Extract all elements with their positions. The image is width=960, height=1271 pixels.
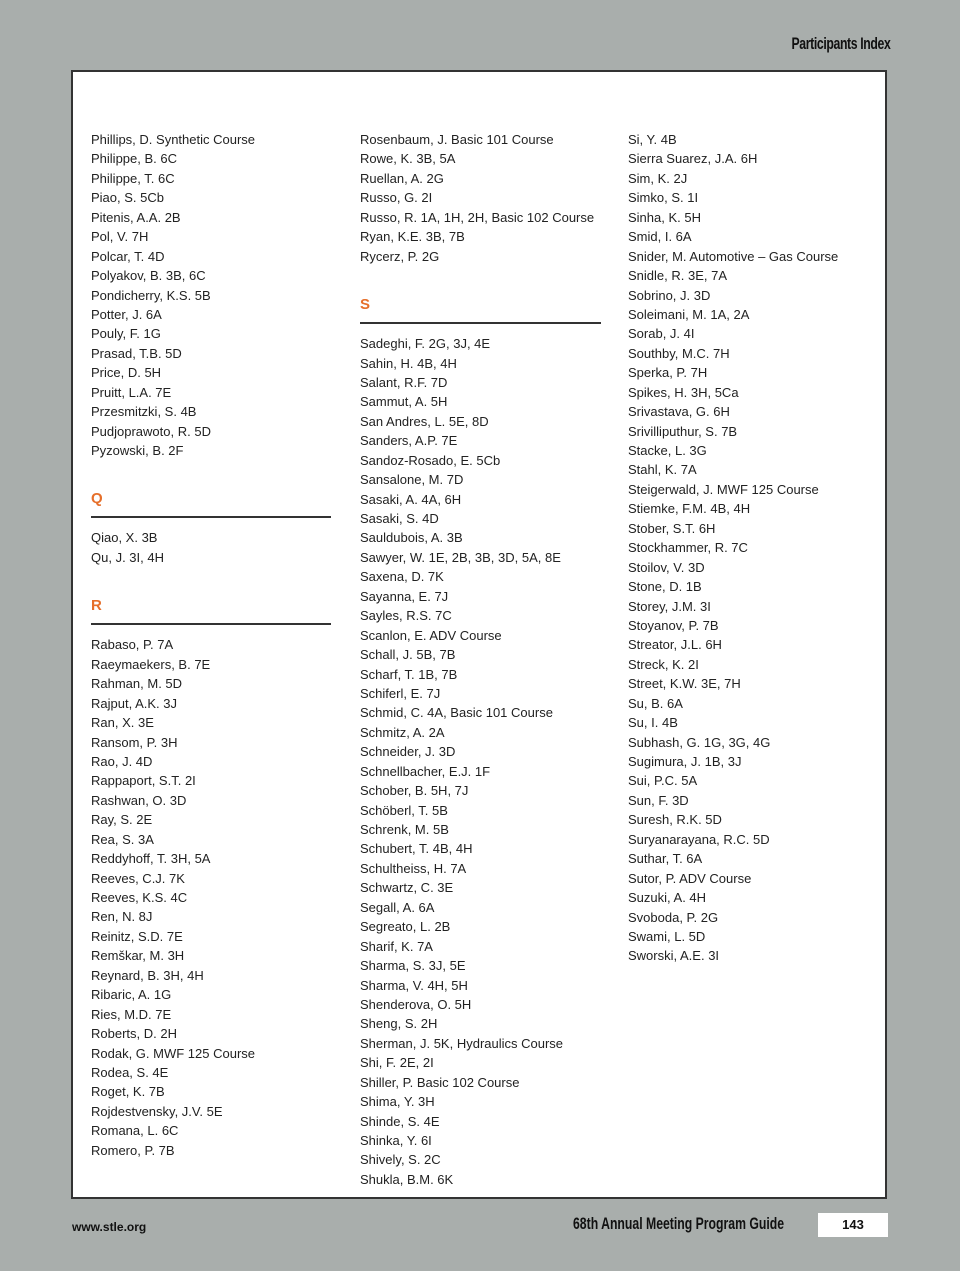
index-entry: Qiao, X. 3B xyxy=(91,530,158,546)
index-entry: Rojdestvensky, J.V. 5E xyxy=(91,1103,223,1119)
index-entry: Rodak, G. MWF 125 Course xyxy=(91,1045,255,1061)
index-entry: Sutor, P. ADV Course xyxy=(628,870,752,886)
page-number: 143 xyxy=(818,1213,888,1237)
index-entry: Sierra Suarez, J.A. 6H xyxy=(628,151,758,167)
index-entry: Stockhammer, R. 7C xyxy=(628,540,748,556)
index-entry: Rosenbaum, J. Basic 101 Course xyxy=(360,132,554,147)
index-entry: Schiferl, E. 7J xyxy=(360,685,441,701)
index-entry: Sayanna, E. 7J xyxy=(360,588,449,604)
index-entry: Scharf, T. 1B, 7B xyxy=(360,666,458,682)
index-entry: Shi, F. 2E, 2I xyxy=(360,1055,434,1071)
index-entry: Shinka, Y. 6I xyxy=(360,1133,432,1148)
section-letter: Q xyxy=(91,490,103,508)
index-entry: Sauldubois, A. 3B xyxy=(360,530,463,546)
index-entry: Sorab, J. 4I xyxy=(628,326,695,342)
index-entry: Stoyanov, P. 7B xyxy=(628,617,719,633)
index-entry: Sanders, A.P. 7E xyxy=(360,433,458,449)
index-entry: Sugimura, J. 1B, 3J xyxy=(628,754,742,769)
index-entry: Streck, K. 2I xyxy=(628,656,699,672)
index-entry: Segall, A. 6A xyxy=(360,899,435,915)
index-entry: Rashwan, O. 3D xyxy=(91,792,187,808)
index-entry: Schwartz, C. 3E xyxy=(360,880,454,896)
index-entry: Sadeghi, F. 2G, 3J, 4E xyxy=(360,336,491,352)
index-entry: Shiller, P. Basic 102 Course xyxy=(360,1074,520,1090)
index-entry: Russo, R. 1A, 1H, 2H, Basic 102 Course xyxy=(360,209,595,225)
index-entry: Sahin, H. 4B, 4H xyxy=(360,355,457,371)
index-entry: Sandoz-Rosado, E. 5Cb xyxy=(360,452,501,468)
index-entry: Potter, J. 6A xyxy=(91,306,162,322)
index-entry: Subhash, G. 1G, 3G, 4G xyxy=(628,734,771,750)
index-entry: Polyakov, B. 3B, 6C xyxy=(91,268,206,284)
index-entry: Sharma, V. 4H, 5H xyxy=(360,977,468,993)
index-entry: Southby, M.C. 7H xyxy=(628,345,730,361)
index-entry: Sui, P.C. 5A xyxy=(628,773,698,789)
index-entry: Sammut, A. 5H xyxy=(360,394,448,410)
index-entry: Piao, S. 5Cb xyxy=(91,190,164,206)
index-entry: Romana, L. 6C xyxy=(91,1123,179,1139)
index-entry: Schrenk, M. 5B xyxy=(360,822,449,837)
index-entry: Rowe, K. 3B, 5A xyxy=(360,151,456,167)
index-entry: Przesmitzki, S. 4B xyxy=(91,404,197,420)
index-entry: Reinitz, S.D. 7E xyxy=(91,928,183,944)
index-entry: Sinha, K. 5H xyxy=(628,209,701,225)
index-entry: Ries, M.D. 7E xyxy=(91,1006,172,1022)
section-header xyxy=(360,288,601,334)
index-column-3 xyxy=(628,130,868,966)
index-entry: Pouly, F. 1G xyxy=(91,326,161,342)
index-entry: Sworski, A.E. 3I xyxy=(628,948,720,964)
index-entry: Su, B. 6A xyxy=(628,695,683,711)
index-entry: Rao, J. 4D xyxy=(91,753,153,769)
index-entry: Rahman, M. 5D xyxy=(91,676,183,692)
index-entry: Ren, N. 8J xyxy=(91,909,153,925)
page-header-title: Participants Index xyxy=(791,34,890,53)
index-entry: Pyzowski, B. 2F xyxy=(91,443,184,458)
index-entry: Ruellan, A. 2G xyxy=(360,170,444,186)
index-entry: Sun, F. 3D xyxy=(628,792,689,808)
index-entry: Suresh, R.K. 5D xyxy=(628,812,722,828)
index-entry: Schubert, T. 4B, 4H xyxy=(360,841,473,857)
index-entry: Sansalone, M. 7D xyxy=(360,472,464,488)
index-entry: Ransom, P. 3H xyxy=(91,734,178,750)
index-entry: Sperka, P. 7H xyxy=(628,365,708,381)
index-entry: Simko, S. 1I xyxy=(628,190,699,206)
index-entry: Reddyhoff, T. 3H, 5A xyxy=(91,851,211,867)
index-entry: Polcar, T. 4D xyxy=(91,248,165,264)
section-letter: R xyxy=(91,597,102,615)
index-entry: Schmitz, A. 2A xyxy=(360,724,445,740)
index-entry: Roberts, D. 2H xyxy=(91,1026,177,1042)
index-entry: Reeves, C.J. 7K xyxy=(91,870,185,886)
index-entry: Spikes, H. 3H, 5Ca xyxy=(628,384,739,400)
index-entry: Qu, J. 3I, 4H xyxy=(91,549,164,565)
index-entry: Swami, L. 5D xyxy=(628,928,706,944)
footer-guide-title: 68th Annual Meeting Program Guide xyxy=(573,1214,785,1233)
index-entry: Ryan, K.E. 3B, 7B xyxy=(360,229,465,245)
index-entry: Sawyer, W. 1E, 2B, 3B, 3D, 5A, 8E xyxy=(360,549,561,565)
index-entry: Shima, Y. 3H xyxy=(360,1094,435,1110)
index-entry: Snidle, R. 3E, 7A xyxy=(628,268,727,284)
index-entry: Schultheiss, H. 7A xyxy=(360,860,467,876)
section-divider xyxy=(360,322,601,324)
index-entry: Ray, S. 2E xyxy=(91,812,153,828)
index-column-2 xyxy=(360,130,601,1189)
index-entry: Stone, D. 1B xyxy=(628,579,702,595)
index-entry: Philippe, T. 6C xyxy=(91,170,175,186)
section-divider xyxy=(91,516,331,518)
index-entry: Steigerwald, J. MWF 125 Course xyxy=(628,481,819,497)
index-entry: Smid, I. 6A xyxy=(628,229,692,245)
index-entry: Raeymaekers, B. 7E xyxy=(91,656,211,672)
index-entry: Saxena, D. 7K xyxy=(360,569,444,585)
index-entry: Sim, K. 2J xyxy=(628,170,688,186)
index-entry: Rabaso, P. 7A xyxy=(91,637,174,653)
section-letter: S xyxy=(360,296,371,314)
index-entry: Shenderova, O. 5H xyxy=(360,996,472,1012)
index-entry: Stober, S.T. 6H xyxy=(628,520,716,536)
index-panel xyxy=(71,70,887,1199)
section-divider xyxy=(91,623,331,625)
index-entry: Rodea, S. 4E xyxy=(91,1064,169,1080)
index-entry: Si, Y. 4B xyxy=(628,132,677,147)
index-entry: Sheng, S. 2H xyxy=(360,1016,438,1032)
index-entry: Street, K.W. 3E, 7H xyxy=(628,676,741,692)
index-entry: Rajput, A.K. 3J xyxy=(91,695,177,711)
index-entry: Segreato, L. 2B xyxy=(360,919,451,935)
index-entry: Pol, V. 7H xyxy=(91,229,149,245)
index-entry: Philippe, B. 6C xyxy=(91,151,177,167)
index-entry: Price, D. 5H xyxy=(91,365,162,381)
index-entry: Srivastava, G. 6H xyxy=(628,404,730,420)
index-entry: Schneider, J. 3D xyxy=(360,744,456,760)
section-header xyxy=(91,589,331,635)
index-entry: Srivilliputhur, S. 7B xyxy=(628,423,738,439)
index-entry: Soleimani, M. 1A, 2A xyxy=(628,306,750,322)
index-entry: Russo, G. 2I xyxy=(360,190,433,206)
index-entry: Pondicherry, K.S. 5B xyxy=(91,287,211,303)
index-entry: Remškar, M. 3H xyxy=(91,948,185,964)
index-entry: Pitenis, A.A. 2B xyxy=(91,209,181,225)
index-entry: Streator, J.L. 6H xyxy=(628,637,722,653)
index-entry: Shinde, S. 4E xyxy=(360,1113,440,1129)
index-entry: Rea, S. 3A xyxy=(91,831,154,847)
index-entry: Storey, J.M. 3I xyxy=(628,598,711,614)
index-entry: Sharif, K. 7A xyxy=(360,938,433,954)
index-entry: Pudjoprawoto, R. 5D xyxy=(91,423,211,439)
index-entry: Schmid, C. 4A, Basic 101 Course xyxy=(360,705,553,721)
index-entry: Romero, P. 7B xyxy=(91,1142,175,1158)
index-entry: Snider, M. Automotive – Gas Course xyxy=(628,248,839,264)
index-column-1 xyxy=(91,130,331,1160)
index-entry: Sasaki, A. 4A, 6H xyxy=(360,491,462,507)
index-entry: Schöberl, T. 5B xyxy=(360,802,448,818)
index-entry: Pruitt, L.A. 7E xyxy=(91,384,172,400)
footer-website-link[interactable]: www.stle.org xyxy=(72,1220,147,1234)
index-entry: Suryanarayana, R.C. 5D xyxy=(628,831,770,847)
index-entry: Ribaric, A. 1G xyxy=(91,987,172,1003)
index-entry: Scanlon, E. ADV Course xyxy=(360,627,502,643)
index-entry: Ran, X. 3E xyxy=(91,715,154,731)
index-entry: Stacke, L. 3G xyxy=(628,443,707,458)
index-entry: Suzuki, A. 4H xyxy=(628,890,707,906)
index-entry: Salant, R.F. 7D xyxy=(360,374,448,390)
index-entry: San Andres, L. 5E, 8D xyxy=(360,413,489,429)
index-entry: Roget, K. 7B xyxy=(91,1084,165,1100)
index-entry: Reeves, K.S. 4C xyxy=(91,890,188,905)
index-entry: Shukla, B.M. 6K xyxy=(360,1171,454,1187)
index-entry: Stiemke, F.M. 4B, 4H xyxy=(628,501,751,517)
index-entry: Sayles, R.S. 7C xyxy=(360,608,452,624)
index-entry: Schall, J. 5B, 7B xyxy=(360,647,456,663)
index-entry: Sasaki, S. 4D xyxy=(360,511,439,526)
index-entry: Sharma, S. 3J, 5E xyxy=(360,958,466,974)
index-entry: Stahl, K. 7A xyxy=(628,462,697,478)
index-entry: Reynard, B. 3H, 4H xyxy=(91,967,204,983)
index-entry: Stoilov, V. 3D xyxy=(628,559,705,575)
index-entry: Sherman, J. 5K, Hydraulics Course xyxy=(360,1035,564,1051)
index-entry: Suthar, T. 6A xyxy=(628,851,703,867)
index-entry: Rappaport, S.T. 2I xyxy=(91,773,196,789)
index-entry: Shively, S. 2C xyxy=(360,1152,441,1168)
index-entry: Svoboda, P. 2G xyxy=(628,909,719,925)
index-entry: Prasad, T.B. 5D xyxy=(91,345,182,361)
index-entry: Su, I. 4B xyxy=(628,715,678,731)
index-entry: Phillips, D. Synthetic Course xyxy=(91,132,256,147)
section-header xyxy=(91,482,331,528)
index-entry: Schober, B. 5H, 7J xyxy=(360,783,469,799)
index-entry: Rycerz, P. 2G xyxy=(360,248,440,264)
index-entry: Schnellbacher, E.J. 1F xyxy=(360,763,491,779)
index-entry: Sobrino, J. 3D xyxy=(628,287,711,303)
